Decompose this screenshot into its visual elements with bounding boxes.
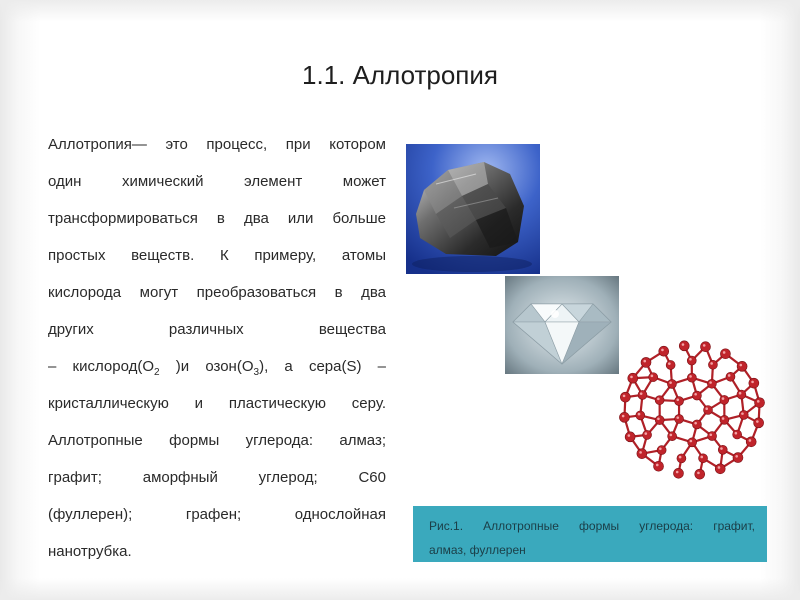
fullerene-atom (692, 420, 701, 429)
fullerene-atom (704, 406, 713, 415)
fullerene-atom-highlight (651, 375, 654, 378)
caption-line: Рис.1. Аллотропные формы углерода: графит, (429, 519, 755, 533)
fullerene-atom-highlight (741, 412, 744, 415)
fullerene-atom-highlight (676, 416, 679, 419)
graphite-photo (406, 144, 540, 274)
fullerene-atom (620, 392, 630, 402)
fullerene-model (612, 330, 772, 490)
fullerene-atom-highlight (689, 358, 692, 361)
fullerene-atom (668, 432, 677, 441)
fullerene-atom (638, 390, 647, 399)
fullerene-atom (619, 412, 629, 422)
figure-caption (413, 506, 767, 562)
fullerene-atom-highlight (694, 393, 697, 396)
fullerene-atom-highlight (638, 413, 641, 416)
fullerene-atom (708, 360, 717, 369)
fullerene-atom (707, 379, 716, 388)
fullerene-atom (628, 373, 638, 383)
slide-title: 1.1. Аллотропия (302, 60, 498, 90)
fullerene-atom (701, 342, 711, 352)
paragraph-line: Аллотропия— это процесс, при котором (48, 136, 386, 153)
fullerene-atom-highlight (723, 351, 726, 354)
fullerene-atom (673, 468, 683, 478)
fullerene-atom (733, 453, 743, 463)
fullerene-atom (643, 430, 652, 439)
fullerene-atom (687, 373, 696, 382)
fullerene-atom-highlight (739, 392, 742, 395)
fullerene-atom-highlight (749, 439, 752, 442)
fullerene-atom-highlight (676, 471, 679, 474)
fullerene-atom-highlight (735, 455, 738, 458)
fullerene-atom (659, 346, 669, 356)
fullerene-atom (636, 411, 645, 420)
fullerene-atom (737, 361, 747, 371)
fullerene-atom (649, 373, 658, 382)
fullerene-atom-highlight (657, 418, 660, 421)
fullerene-atom (687, 356, 696, 365)
fullerene-atom-highlight (669, 381, 672, 384)
fullerene-atom-highlight (656, 464, 659, 467)
subscript: 3 (253, 367, 260, 378)
fullerene-atom (720, 415, 729, 424)
fullerene-atom-highlight (722, 417, 725, 420)
fullerene-atom-highlight (623, 395, 626, 398)
fullerene-atom (699, 454, 708, 463)
fullerene-atom (675, 414, 684, 423)
fullerene-atom-highlight (694, 422, 697, 425)
fullerene-atom-highlight (659, 448, 662, 451)
fullerene-atom (692, 391, 701, 400)
fullerene-atom-highlight (644, 432, 647, 435)
fullerene-atom-highlight (697, 472, 700, 475)
paragraph-line: графит; аморфный углерод; С60 (48, 469, 386, 486)
fullerene-atom (677, 454, 686, 463)
fullerene-atom (625, 432, 635, 442)
fullerene-atom (720, 349, 730, 359)
diamond-photo (505, 276, 619, 374)
fullerene-atom-highlight (622, 415, 625, 418)
fullerene-atom-highlight (740, 364, 743, 367)
fullerene-atom (695, 469, 705, 479)
fullerene-atom (720, 395, 729, 404)
fullerene-atom-highlight (668, 362, 671, 365)
fullerene-atom-highlight (757, 400, 760, 403)
fullerene-atom (666, 360, 675, 369)
fullerene-atom-highlight (751, 381, 754, 384)
fullerene-atom-highlight (728, 374, 731, 377)
fullerene-atom (679, 341, 689, 351)
paragraph-line: простых веществ. К примеру, атомы (48, 247, 386, 264)
fullerene-atom (708, 432, 717, 441)
fullerene-atom-highlight (703, 344, 706, 347)
fullerene-atom-highlight (710, 362, 713, 365)
fullerene-atom (657, 446, 666, 455)
fullerene-atom-highlight (690, 440, 693, 443)
fullerene-atom (655, 416, 664, 425)
fullerene-atom (641, 357, 651, 367)
paragraph-line: один химический элемент может (48, 173, 386, 190)
fullerene-atom-highlight (689, 375, 692, 378)
fullerene-atom (754, 418, 764, 428)
fullerene-atom (755, 398, 765, 408)
fullerene-atom-highlight (676, 398, 679, 401)
paragraph-line: Аллотропные формы углерода: алмаз; (48, 432, 386, 449)
fullerene-atom (737, 390, 746, 399)
fullerene-atom-highlight (705, 407, 708, 410)
fullerene-atom-highlight (661, 349, 664, 352)
fullerene-atom (655, 396, 664, 405)
paragraph-line-formulas (48, 348, 386, 385)
formula-text: )и озон(O (159, 358, 254, 375)
subscript: 2 (154, 367, 160, 378)
fullerene-atom-highlight (720, 447, 723, 450)
fullerene-atom-highlight (722, 397, 725, 400)
fullerene-atom-highlight (640, 392, 643, 395)
paragraph-line: других различных вещества (48, 321, 386, 338)
fullerene-atom (667, 379, 676, 388)
fullerene-atom-highlight (657, 398, 660, 401)
caption-line: алмаз, фуллерен (429, 543, 526, 557)
fullerene-atom-highlight (630, 376, 633, 379)
paragraph (48, 126, 386, 570)
fullerene-atom (739, 410, 748, 419)
fullerene-atom-highlight (682, 343, 685, 346)
fullerene-atom (688, 438, 697, 447)
fullerene-atom-highlight (643, 360, 646, 363)
paragraph-line: нанотрубка. (48, 543, 132, 560)
fullerene-atom (654, 461, 664, 471)
fullerene-atom (749, 378, 759, 388)
fullerene-atom-highlight (756, 420, 759, 423)
formula-text: ), а сера(S) – (259, 358, 387, 375)
fullerene-atom-highlight (709, 381, 712, 384)
fullerene-atom (637, 449, 647, 459)
fullerene-atom-highlight (628, 434, 631, 437)
fullerene-atom-highlight (639, 451, 642, 454)
fullerene-atom (715, 464, 725, 474)
fullerene-atom-highlight (700, 456, 703, 459)
fullerene-atom (733, 430, 742, 439)
fullerene-atom (675, 397, 684, 406)
paragraph-line: кислорода могут преобразоваться в два (48, 284, 386, 301)
fullerene-atom-highlight (670, 434, 673, 437)
paragraph-line: трансформироваться в два или больше (48, 210, 386, 227)
fullerene-atom (746, 437, 756, 447)
paragraph-line: (фуллерен); графен; однослойная (48, 506, 386, 523)
fullerene-atom-highlight (718, 466, 721, 469)
fullerene-atom-highlight (679, 456, 682, 459)
paragraph-line: кристаллическую и пластическую серу. (48, 395, 386, 412)
fullerene-atom-highlight (709, 433, 712, 436)
fullerene-atom (718, 445, 727, 454)
fullerene-atom (726, 372, 735, 381)
formula-text: – кислород(O (48, 358, 155, 375)
fullerene-atom-highlight (735, 432, 738, 435)
